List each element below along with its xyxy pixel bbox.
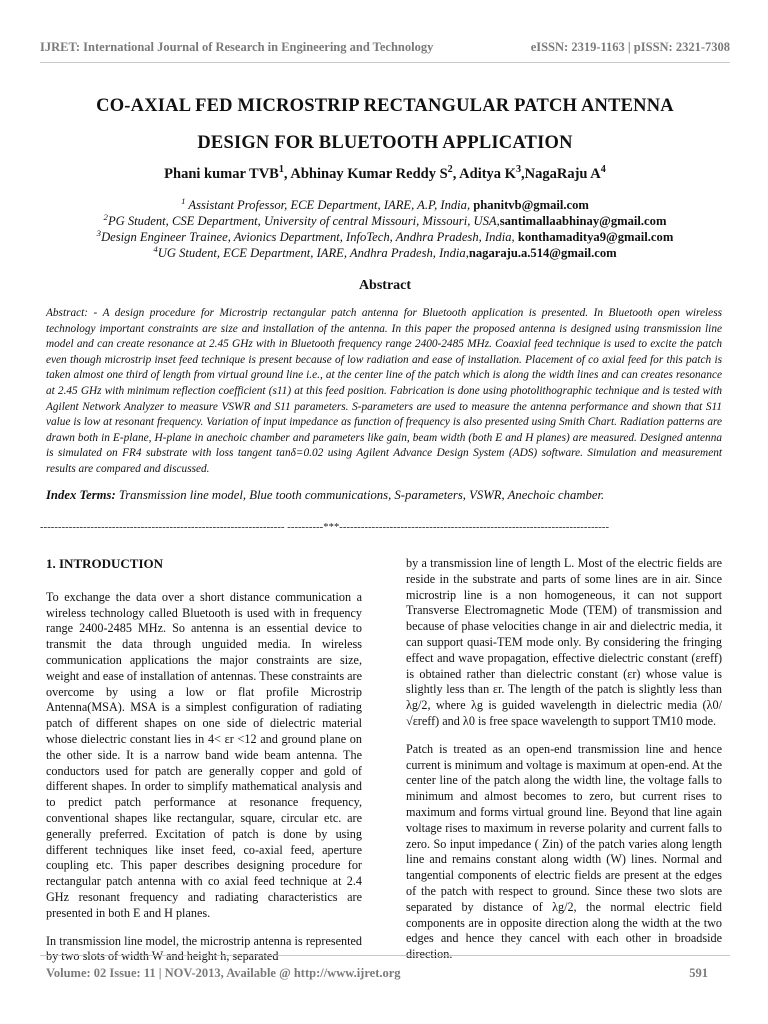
author-list: Phani kumar TVB$^1$, Abhinay Kumar Reddy $S^2$, Aditya $K^3,NagaRaju$ $A^4$ <box>164 164 606 182</box>
page-number: 591 <box>689 966 708 980</box>
journal-name: IJRET: International Journal of Research in Engineering and Technology <box>40 40 434 54</box>
affiliation-1: $^1$ Assistant Professor, ECE Department, IARE, A.P, India, phanitvb@gmail.com <box>181 195 589 212</box>
affiliation-4: $^4$UG Student, ECE Department, IARE, Andhra Pradesh, India,nagaraju.a.514@gmail.com <box>153 243 617 260</box>
author-2-mark: 2 <box>447 164 453 176</box>
footer-volume: Volume: 02 Issue: 11 | NOV-2013, Available @ http://www.ijret.org <box>46 966 401 980</box>
author-1: Phani kumar TVB <box>164 166 279 182</box>
paragraph: In transmission line model, the microstrip antenna is represented by two slots of width W and height h, separated <box>46 933 362 964</box>
affiliation-2: $^2$PG Student, CSE Department, University of central Missouri, Missouri, USA,santimallaabhinay@gmail.com <box>103 211 667 228</box>
email-link[interactable]: santimallaabhinay@gmail.com <box>499 214 667 228</box>
paragraph: by a transmission line of length L. Most of the electric fields are reside in the substrate and parts of some lines are in air. Since microstrip line is a non homogeneous, it can not support Transverse Electromagnetic Mode (TEM) of transmission and because of phase velocities change in air and dielectric media, it can support quasi-TEM mode only. By considering the fringing effect and wave propagation, effective dielectric constant (εreff) is obtained rather than dielectric constant (εr) whose value is slightly less than εr. The length of the patch is slightly less than λg/2, where λg is guided wavelength in dielectric media (λ0/√εreff) and λ0 is free space wavelength to support TM10 mode. <box>406 556 722 728</box>
index-terms-label: Index Terms: <box>46 488 116 502</box>
title-line-2: DESIGN FOR BLUETOOTH APPLICATION <box>197 133 573 153</box>
paragraph: To exchange the data over a short distance communication a wireless technology called Bluetooth is used with in frequency range 2400-2485 MHz. So antenna is an essential device to transmit the data through unguided media. In wireless communication applications the major constraints are size, weight and ease of installation of antennas. These constraints are overcome by using a low or flat profile Microstrip Antenna(MSA). MSA is a simplest configuration of radiating patch of different shapes on one side of dielectric material whose dielectric constant lies in 4< εr <12 and ground plane on the other side. It is a narrow band wide beam antenna. The conductors used for patch are generally copper and gold of different shapes. In order to simplify mathematical analysis and to predict patch performance at resonance frequency, conventional shapes like rectangular, square, circular etc. are generally preferred. Excitation of patch is done by using different techniques like inset feed, co-axial feed, aperture coupling etc. This paper describes designing procedure for rectangular patch antenna with co axial feed technique at 2.4 GHz resonant frequency and radiating characteristics are presented in both E and H planes. <box>46 589 362 920</box>
footer-rule <box>40 955 730 956</box>
title-line-1: CO-AXIAL FED MICROSTRIP RECTANGULAR PATCH ANTENNA <box>96 96 674 116</box>
section-separator: -------------------------------------------------------------------- ----------***--------------------------------------------------------------------------- <box>40 522 610 533</box>
author-1-mark: 1 <box>278 164 284 176</box>
abstract-text: Abstract: - A design procedure for Microstrip rectangular patch antenna for Bluetooth application is presented. In Bluetooth open wireless technology important constraints are size and installation of the antenna. In this paper the proposed antenna is designed using transmission line model and can create resonance at 2.45 GHz with in Bluetooth frequency range 2400-2485 MHz. Coaxial feed technique is used to excite the patch even though microstrip inset feed technique is present because of low radiation and ease of installation. Placement of co axial feed for this patch is taken almost one third of length from virtual ground line i.e., at the center line of the patch which is along the width lines and can creates resonance at 2.45 GHz with minimum reflection coefficient (s11) at this feed position. Fabrication is done using photolithographic technique and is tested with Agilent Network Analyzer to measure VSWR and S11 parameters. S-parameters are used to measure the antenna performance and shown that S11 value is low at resonant frequency. Variation of input impedance as function of frequency is also presented using Smith Chart. Radiation patterns are drawn both in E-plane, H-plane in anechoic chamber and parameters like gain, beam width (both E and H planes) are measured. Designed antenna is simulated on FR4 substrate with loss tangent tanδ=0.02 using Agilent Advance Design System (ADS) software. Simulation and measurement results are compared and discussed. <box>46 307 722 475</box>
author-3-mark: 3 <box>515 164 522 176</box>
paper-title <box>40 88 730 162</box>
page-footer <box>46 966 722 981</box>
index-terms-text: Transmission line model, Blue tooth communications, S-parameters, VSWR, Anechoic chamber. <box>115 488 605 502</box>
author-4-mark: 4 <box>600 164 606 176</box>
email-link[interactable]: konthamaditya9@gmail.com <box>517 230 674 244</box>
issn: eISSN: 2319-1163 | pISSN: 2321-7308 <box>530 40 730 54</box>
affiliations <box>40 197 730 261</box>
section-heading: 1. INTRODUCTION <box>46 556 164 571</box>
header-rule <box>40 62 730 63</box>
email-link[interactable]: nagaraju.a.514@gmail.com <box>468 246 617 260</box>
email-link[interactable]: phanitvb@gmail.com <box>473 198 589 212</box>
paragraph: Patch is treated as an open-end transmission line and hence current is minimum and voltage is maximum at open-end. At the center line of the patch along the width line, the voltage falls to minimum and almost becomes to zero, but current rises to maximum and forms virtual ground line. Beyond that line again voltage rises to maximum in reverse polarity and current falls to zero. So input impedance ( Zin) of the patch varies along length line and remains constant along width (W) lines. Normal and tangential components of electric fields are present at the edges of the patch with respect to ground. Since these two slots are separated by distance of λg/2, the normal electric field components are in opposite direction along the width at the two edges and hence they cancel with each other in broadside direction. <box>406 741 722 962</box>
abstract-heading: Abstract <box>358 278 412 293</box>
author-4: NagaRaju A <box>524 166 601 182</box>
author-2: Abhinay Kumar Reddy S <box>290 166 448 182</box>
right-column <box>406 556 722 975</box>
index-terms <box>46 488 722 503</box>
author-3: Aditya K <box>459 166 516 182</box>
left-column <box>46 556 362 977</box>
affiliation-3: $^3$Design Engineer Trainee, Avionics Department, InfoTech, Andhra Pradesh, India, konthamaditya9@gmail.com <box>96 227 674 244</box>
